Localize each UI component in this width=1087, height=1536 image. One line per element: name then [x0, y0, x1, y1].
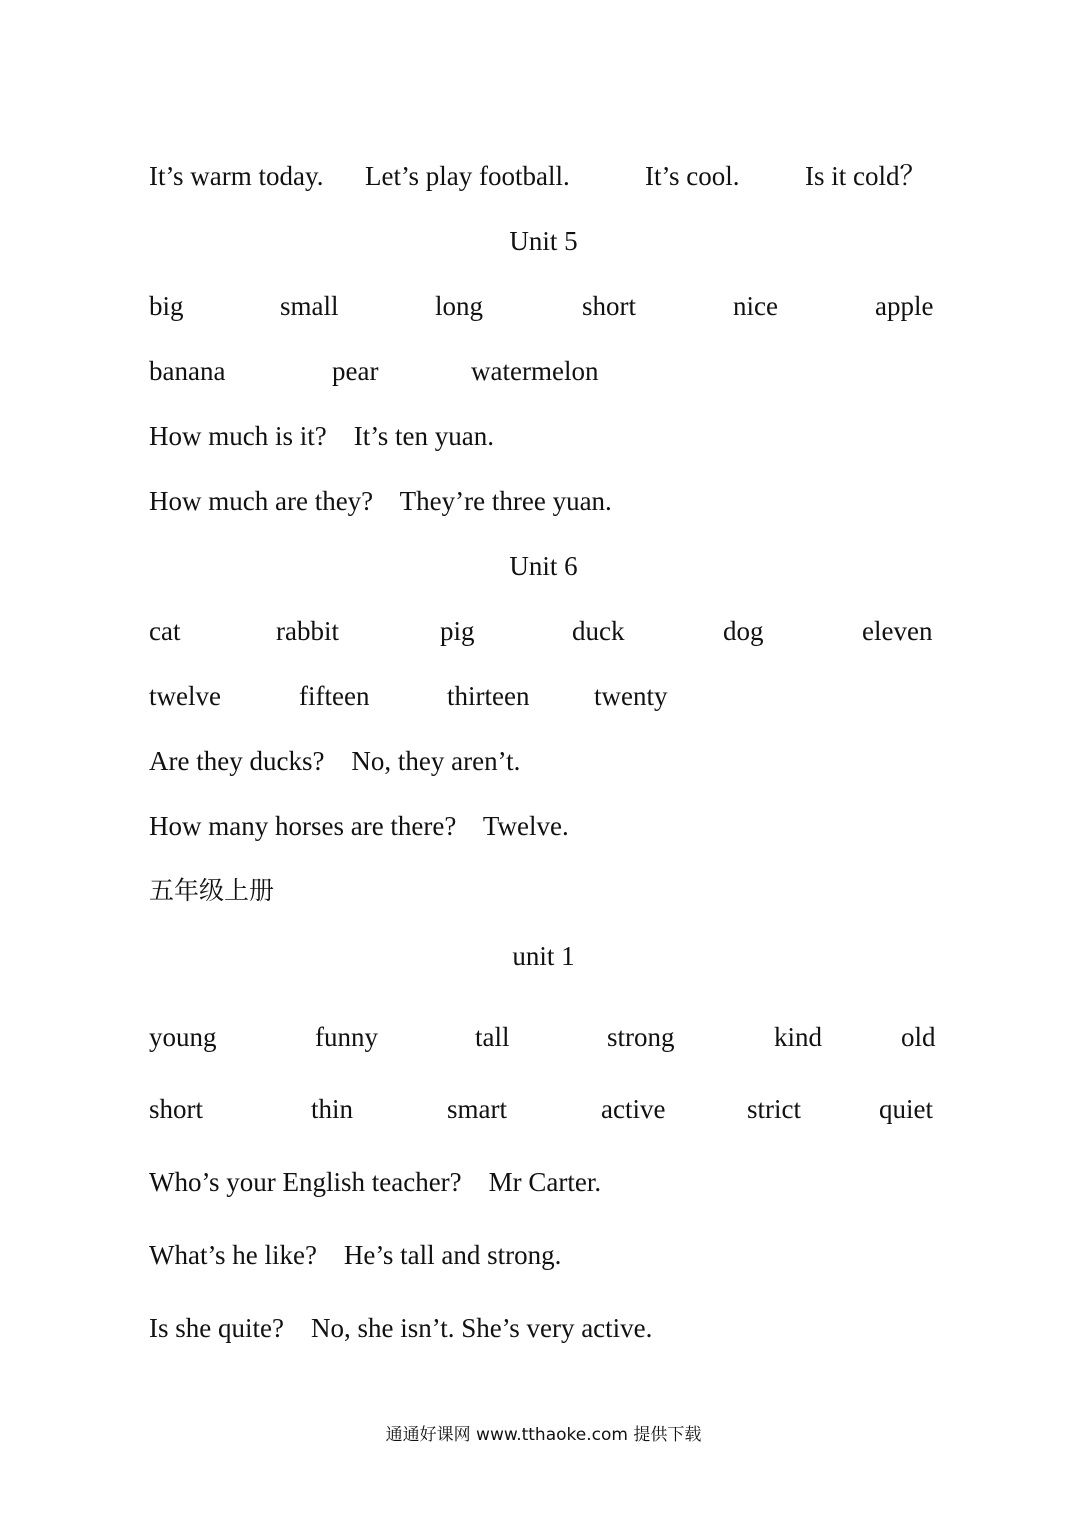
vocab-word: smart: [447, 1094, 507, 1124]
vocab-word: nice: [733, 291, 778, 321]
vocab-word: active: [601, 1094, 666, 1124]
unit-heading: unit 1: [512, 941, 575, 971]
vocab-word: pig: [440, 616, 475, 646]
vocab-word: big: [149, 291, 184, 321]
vocab-word: funny: [315, 1022, 378, 1052]
page-footer: 通通好课网 www.tthaoke.com 提供下载: [385, 1425, 702, 1445]
vocab-word: cat: [149, 616, 181, 646]
vocab-word: short: [149, 1094, 203, 1124]
phrase: Is it cold？: [805, 161, 927, 191]
vocab-word: pear: [332, 356, 379, 386]
phrase: It’s warm today.: [149, 161, 324, 191]
vocab-word: strict: [747, 1094, 801, 1124]
phrase: It’s cool.: [645, 161, 740, 191]
vocab-word: old: [901, 1022, 936, 1052]
sentence: How many horses are there? Twelve.: [149, 811, 569, 841]
grade-title: 五年级上册: [149, 876, 275, 905]
sentence: How much are they? They’re three yuan.: [149, 486, 612, 516]
vocab-word: eleven: [862, 616, 933, 646]
sentence: What’s he like? He’s tall and strong.: [149, 1240, 562, 1270]
vocab-word: tall: [475, 1022, 510, 1052]
vocab-word: duck: [572, 616, 625, 646]
vocab-word: twenty: [594, 681, 668, 711]
sentence: Is she quite? No, she isn’t. She’s very active.: [149, 1313, 653, 1343]
vocab-word: long: [435, 291, 484, 321]
phrase: Let’s play football.: [365, 161, 570, 191]
sentence: How much is it? It’s ten yuan.: [149, 421, 494, 451]
vocab-word: apple: [875, 291, 934, 321]
vocab-word: watermelon: [471, 356, 599, 386]
vocab-word: strong: [607, 1022, 675, 1052]
vocab-word: fifteen: [299, 681, 370, 711]
vocab-word: rabbit: [276, 616, 339, 646]
vocab-word: kind: [774, 1022, 823, 1052]
sentence: Who’s your English teacher? Mr Carter.: [149, 1167, 602, 1197]
vocab-word: thin: [311, 1094, 354, 1124]
vocab-word: banana: [149, 356, 226, 386]
vocab-word: young: [149, 1022, 217, 1052]
vocab-word: dog: [723, 616, 764, 646]
vocab-word: thirteen: [447, 681, 530, 711]
unit-heading: Unit 5: [509, 226, 578, 256]
vocab-word: short: [582, 291, 636, 321]
vocab-word: small: [280, 291, 339, 321]
vocab-word: quiet: [879, 1094, 933, 1124]
vocab-word: twelve: [149, 681, 221, 711]
sentence: Are they ducks? No, they aren’t.: [149, 746, 521, 776]
unit-heading: Unit 6: [509, 551, 578, 581]
